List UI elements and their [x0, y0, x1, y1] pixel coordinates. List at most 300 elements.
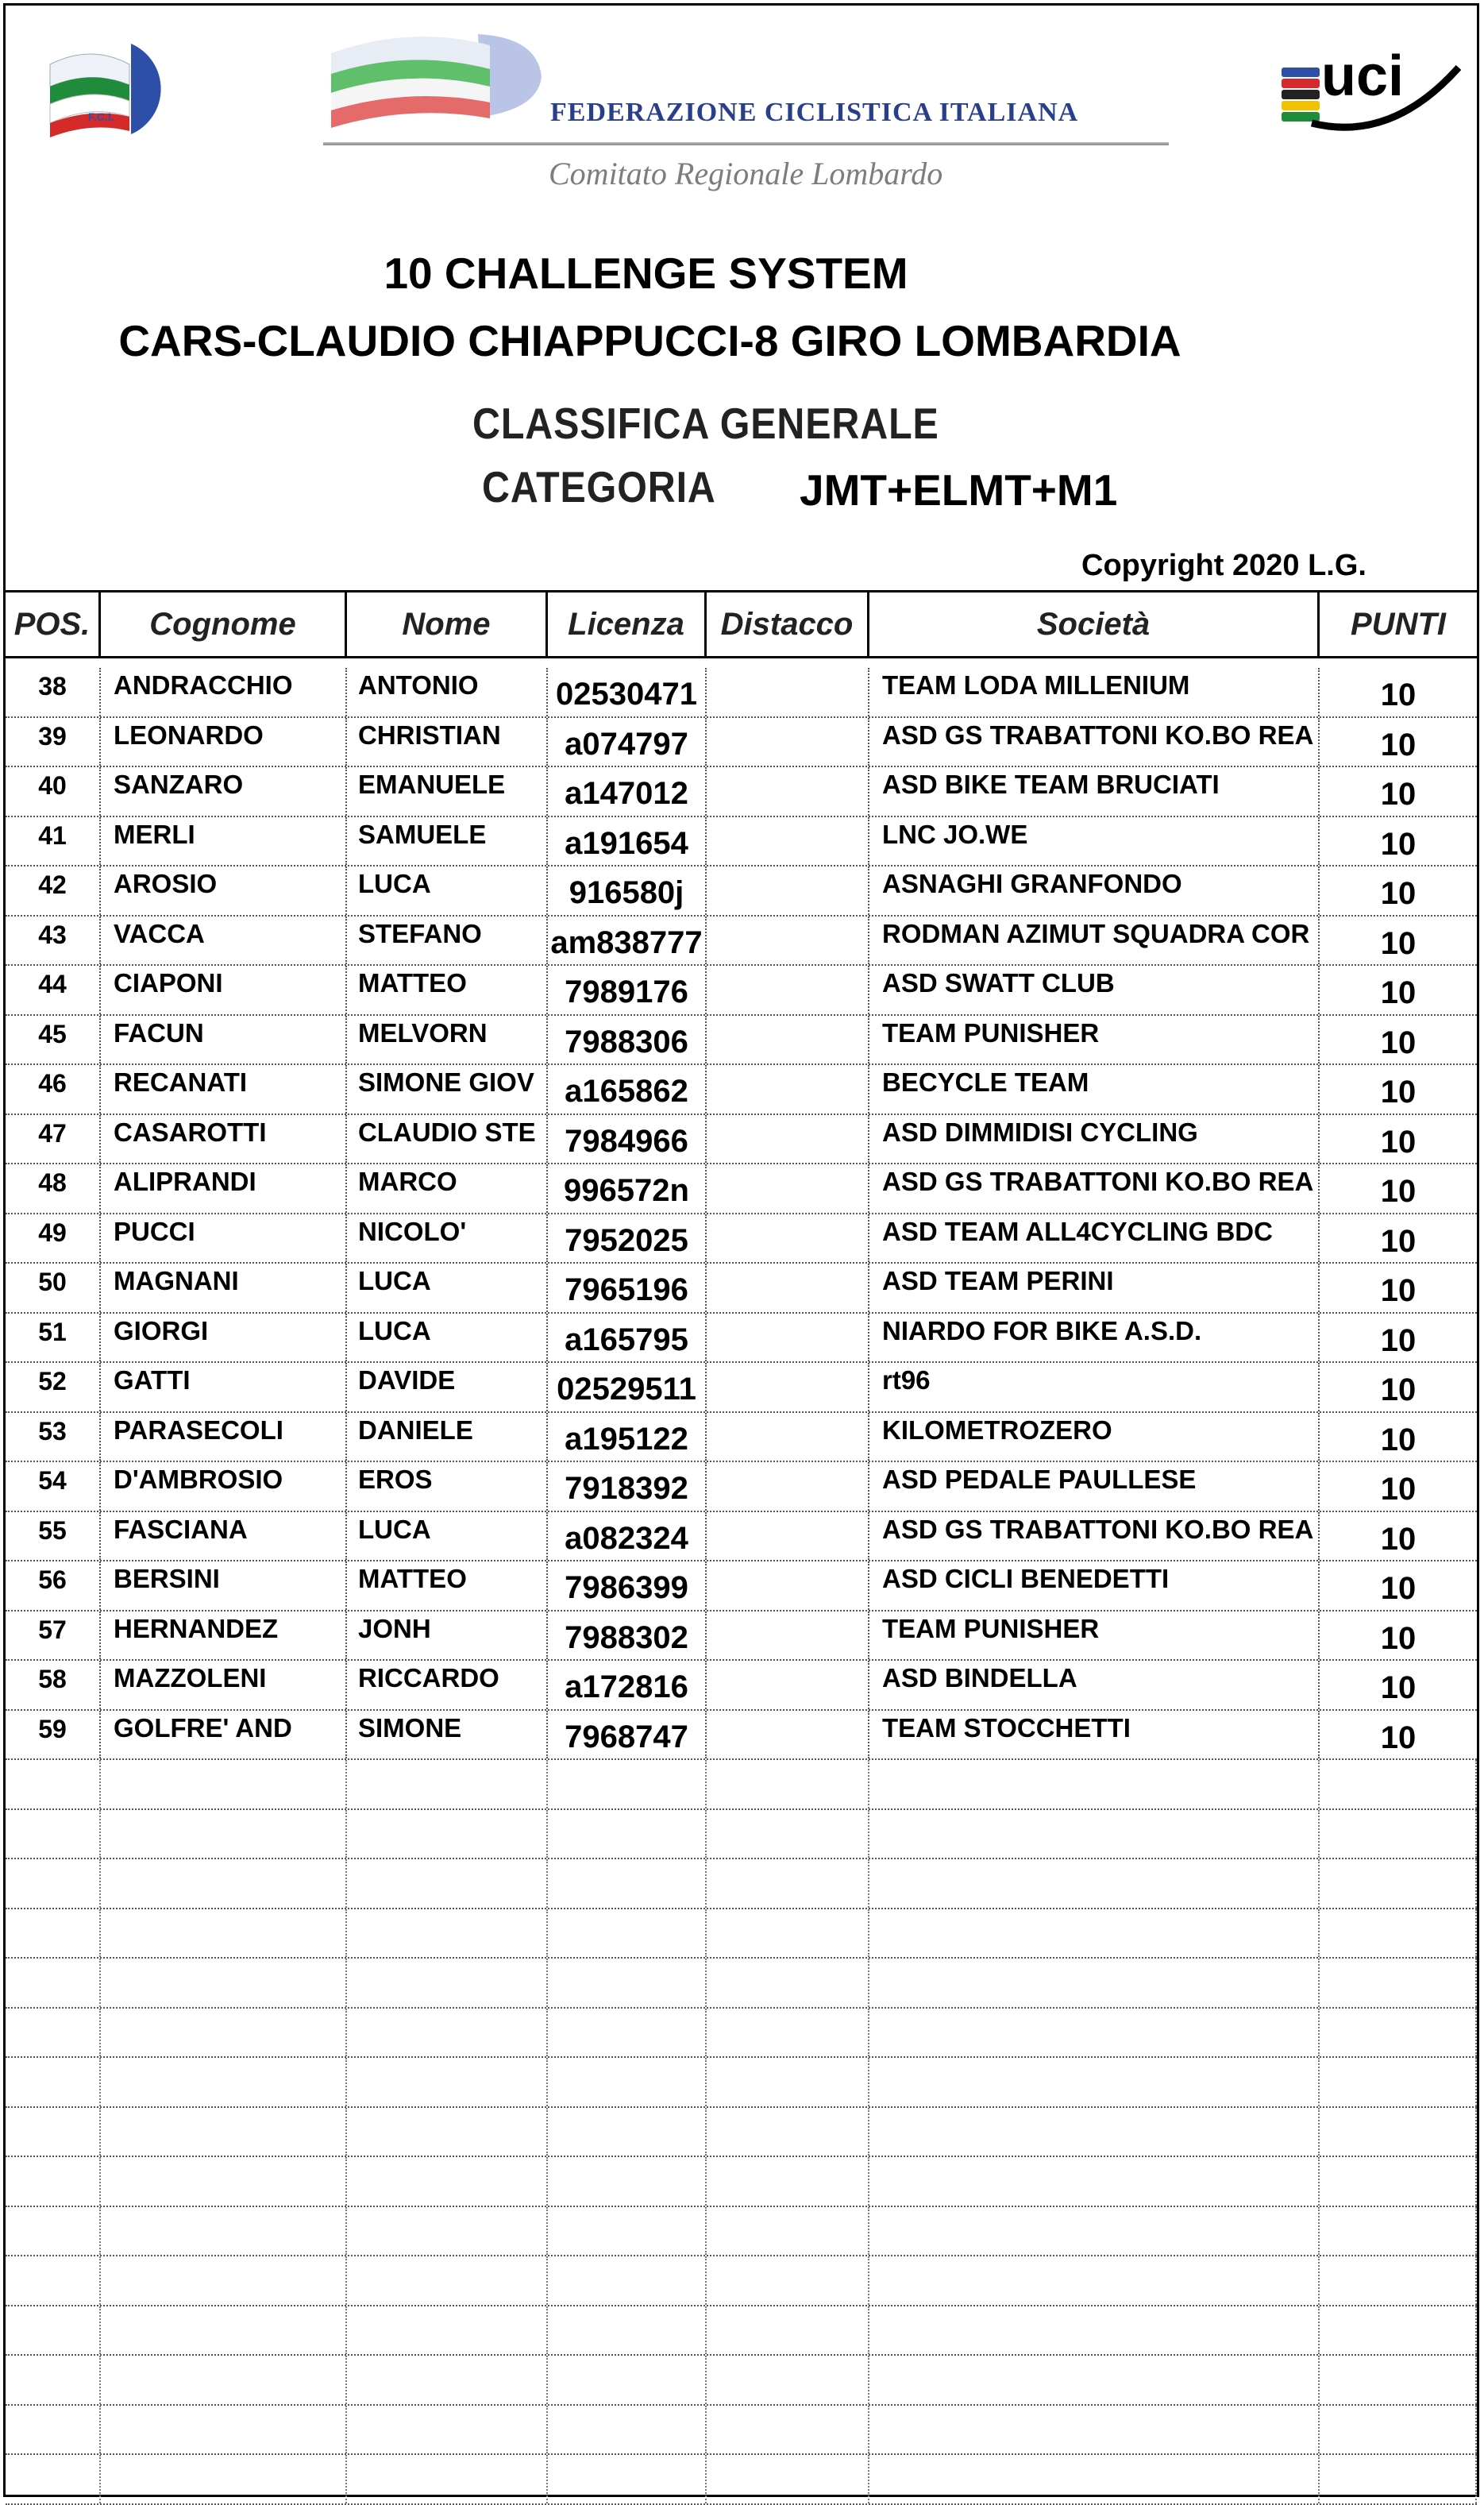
- cell-licenza: 7988306: [548, 1016, 707, 1064]
- empty-cell: [707, 2009, 869, 2057]
- cell-pos: 47: [6, 1115, 101, 1164]
- empty-table-row: [6, 2406, 1477, 2456]
- cell-nome: LUCA: [347, 867, 548, 915]
- cell-distacco: [707, 1711, 869, 1759]
- cell-punti: 10: [1380, 1720, 1417, 1755]
- cell-distacco: [707, 668, 869, 716]
- empty-cell: [869, 1859, 1320, 1908]
- table-row: [6, 1214, 1477, 1264]
- category-label: CATEGORIA: [482, 462, 716, 511]
- cell-punti: 10: [1380, 1124, 1417, 1160]
- empty-cell: [6, 2455, 101, 2503]
- cell-cognome: RECANATI: [101, 1065, 347, 1114]
- empty-cell: [6, 2356, 101, 2404]
- table-row: [6, 1561, 1477, 1611]
- empty-cell: [1320, 2157, 1477, 2206]
- empty-cell: [548, 2058, 707, 2106]
- empty-cell: [707, 2455, 869, 2503]
- empty-cell: [707, 2207, 869, 2256]
- empty-cell: [869, 1810, 1320, 1858]
- cell-societa: ASD BINDELLA: [869, 1661, 1320, 1709]
- committee-name: Comitato Regionale Lombardo: [549, 156, 943, 191]
- cell-punti: 10: [1380, 1322, 1417, 1358]
- table-row: [6, 817, 1477, 867]
- cell-licenza: 996572n: [548, 1164, 707, 1213]
- cell-pos: 38: [6, 668, 101, 716]
- cell-nome: DAVIDE: [347, 1363, 548, 1411]
- cell-licenza: a165795: [548, 1314, 707, 1362]
- empty-cell: [548, 2207, 707, 2256]
- cell-pos: 55: [6, 1512, 101, 1561]
- empty-cell: [347, 1760, 548, 1808]
- empty-cell: [6, 2108, 101, 2156]
- empty-cell: [101, 2356, 347, 2404]
- column-header-societa: Società: [869, 592, 1320, 656]
- column-header-pos: POS.: [6, 592, 101, 656]
- cell-societa: ASNAGHI GRANFONDO: [869, 867, 1320, 915]
- cell-nome: SAMUELE: [347, 817, 548, 866]
- empty-cell: [707, 2306, 869, 2355]
- cell-licenza: 7952025: [548, 1214, 707, 1263]
- cell-nome: DANIELE: [347, 1413, 548, 1461]
- cell-licenza: a082324: [548, 1512, 707, 1561]
- uci-logo: [1280, 36, 1471, 139]
- empty-cell: [101, 2406, 347, 2454]
- cell-cognome: PARASECOLI: [101, 1413, 347, 1461]
- empty-cell: [707, 2356, 869, 2404]
- results-table: [6, 590, 1477, 2505]
- cell-cognome: CASAROTTI: [101, 1115, 347, 1164]
- cell-societa: TEAM LODA MILLENIUM: [869, 668, 1320, 716]
- header-divider: [323, 142, 1169, 145]
- empty-cell: [869, 2306, 1320, 2355]
- cell-cognome: D'AMBROSIO: [101, 1462, 347, 1511]
- federation-logo: [323, 29, 553, 133]
- cell-distacco: [707, 1611, 869, 1660]
- cell-pos: 45: [6, 1016, 101, 1064]
- fci-logo: [36, 37, 214, 141]
- cell-nome: LUCA: [347, 1264, 548, 1312]
- empty-cell: [1320, 1760, 1477, 1808]
- cell-cognome: AROSIO: [101, 867, 347, 915]
- empty-table-row: [6, 2009, 1477, 2059]
- cell-distacco: [707, 1661, 869, 1709]
- cell-licenza: a074797: [548, 718, 707, 766]
- cell-cognome: FASCIANA: [101, 1512, 347, 1561]
- cell-distacco: [707, 718, 869, 766]
- cell-punti: 10: [1380, 1223, 1417, 1259]
- cell-distacco: [707, 1016, 869, 1064]
- cell-cognome: MERLI: [101, 817, 347, 866]
- cell-distacco: [707, 1065, 869, 1114]
- cell-cognome: FACUN: [101, 1016, 347, 1064]
- empty-cell: [707, 2157, 869, 2206]
- cell-licenza: a147012: [548, 767, 707, 816]
- empty-cell: [548, 2356, 707, 2404]
- cell-societa: LNC JO.WE: [869, 817, 1320, 866]
- cell-punti: 10: [1380, 1472, 1417, 1507]
- cell-pos: 49: [6, 1214, 101, 1263]
- empty-cell: [347, 2406, 548, 2454]
- empty-cell: [347, 2356, 548, 2404]
- cell-licenza: 02530471: [548, 668, 707, 716]
- empty-cell: [1320, 2455, 1477, 2503]
- table-row: [6, 1065, 1477, 1115]
- cell-distacco: [707, 1363, 869, 1411]
- cell-distacco: [707, 966, 869, 1014]
- ranking-title: CLASSIFICA GENERALE: [472, 399, 939, 448]
- empty-cell: [1320, 2058, 1477, 2106]
- empty-table-row: [6, 1760, 1477, 1810]
- empty-cell: [347, 1810, 548, 1858]
- cell-licenza: 02529511: [548, 1363, 707, 1411]
- cell-nome: LUCA: [347, 1512, 548, 1561]
- cell-nome: EMANUELE: [347, 767, 548, 816]
- empty-cell: [101, 1810, 347, 1858]
- empty-table-row: [6, 2306, 1477, 2356]
- cell-punti: 10: [1380, 1025, 1417, 1060]
- table-row: [6, 917, 1477, 967]
- cell-distacco: [707, 1512, 869, 1561]
- empty-cell: [1320, 2306, 1477, 2355]
- cell-societa: KILOMETROZERO: [869, 1413, 1320, 1461]
- cell-pos: 58: [6, 1661, 101, 1709]
- cell-nome: CLAUDIO STE: [347, 1115, 548, 1164]
- cell-societa: ASD TEAM PERINI: [869, 1264, 1320, 1312]
- cell-punti: 10: [1380, 777, 1417, 812]
- cell-licenza: 7989176: [548, 966, 707, 1014]
- empty-table-row: [6, 1959, 1477, 2009]
- cell-punti: 10: [1380, 975, 1417, 1010]
- empty-cell: [548, 1810, 707, 1858]
- empty-cell: [869, 2108, 1320, 2156]
- empty-table-row: [6, 2058, 1477, 2108]
- empty-cell: [1320, 2356, 1477, 2404]
- empty-cell: [548, 2306, 707, 2355]
- empty-cell: [347, 2455, 548, 2503]
- cell-nome: JONH: [347, 1611, 548, 1660]
- empty-cell: [101, 1859, 347, 1908]
- empty-cell: [101, 2207, 347, 2256]
- empty-cell: [707, 2108, 869, 2156]
- table-row: [6, 1314, 1477, 1364]
- cell-pos: 59: [6, 1711, 101, 1759]
- cell-distacco: [707, 1164, 869, 1213]
- empty-cell: [6, 1859, 101, 1908]
- empty-cell: [347, 2108, 548, 2156]
- cell-punti: 10: [1380, 1422, 1417, 1457]
- empty-cell: [869, 1760, 1320, 1808]
- event-title: CARS-CLAUDIO CHIAPPUCCI-8 GIRO LOMBARDIA: [118, 316, 1181, 365]
- cell-cognome: SANZARO: [101, 767, 347, 816]
- cell-punti: 10: [1380, 1670, 1417, 1705]
- table-row: [6, 718, 1477, 768]
- empty-cell: [347, 2009, 548, 2057]
- cell-nome: MELVORN: [347, 1016, 548, 1064]
- cell-nome: CHRISTIAN: [347, 718, 548, 766]
- empty-cell: [101, 2009, 347, 2057]
- cell-pos: 53: [6, 1413, 101, 1461]
- cell-societa: ASD SWATT CLUB: [869, 966, 1320, 1014]
- empty-cell: [869, 2356, 1320, 2404]
- cell-pos: 43: [6, 917, 101, 965]
- empty-cell: [101, 1959, 347, 2007]
- cell-pos: 42: [6, 867, 101, 915]
- result-sheet: [3, 3, 1479, 2497]
- empty-cell: [548, 2157, 707, 2206]
- cell-cognome: LEONARDO: [101, 718, 347, 766]
- empty-cell: [6, 2009, 101, 2057]
- cell-punti: 10: [1380, 677, 1417, 712]
- empty-cell: [6, 2058, 101, 2106]
- empty-table-row: [6, 2455, 1477, 2505]
- cell-pos: 57: [6, 1611, 101, 1660]
- table-row: [6, 1016, 1477, 1066]
- cell-pos: 51: [6, 1314, 101, 1362]
- cell-nome: EROS: [347, 1462, 548, 1511]
- cell-licenza: a195122: [548, 1413, 707, 1461]
- empty-cell: [6, 2157, 101, 2206]
- empty-cell: [548, 2455, 707, 2503]
- cell-nome: SIMONE GIOV: [347, 1065, 548, 1114]
- cell-cognome: HERNANDEZ: [101, 1611, 347, 1660]
- empty-cell: [101, 1760, 347, 1808]
- cell-nome: SIMONE: [347, 1711, 548, 1759]
- empty-cell: [347, 2256, 548, 2305]
- empty-cell: [707, 1810, 869, 1858]
- cell-societa: NIARDO FOR BIKE A.S.D.: [869, 1314, 1320, 1362]
- table-header-row: [6, 590, 1477, 658]
- cell-societa: ASD DIMMIDISI CYCLING: [869, 1115, 1320, 1164]
- table-row: [6, 1115, 1477, 1165]
- cell-pos: 41: [6, 817, 101, 866]
- empty-cell: [1320, 1859, 1477, 1908]
- cell-licenza: 7988302: [548, 1611, 707, 1660]
- empty-cell: [869, 2058, 1320, 2106]
- cell-distacco: [707, 1561, 869, 1610]
- cell-licenza: 7986399: [548, 1561, 707, 1610]
- empty-cell: [347, 2058, 548, 2106]
- uci-logo-text: uci: [1321, 44, 1405, 108]
- empty-cell: [548, 1760, 707, 1808]
- table-row: [6, 1413, 1477, 1463]
- empty-cell: [1320, 2256, 1477, 2305]
- table-row: [6, 1512, 1477, 1562]
- cell-societa: ASD GS TRABATTONI KO.BO REA: [869, 1512, 1320, 1561]
- table-row: [6, 966, 1477, 1016]
- cell-cognome: PUCCI: [101, 1214, 347, 1263]
- cell-societa: ASD BIKE TEAM BRUCIATI: [869, 767, 1320, 816]
- cell-distacco: [707, 1214, 869, 1263]
- empty-cell: [6, 1760, 101, 1808]
- empty-cell: [548, 2009, 707, 2057]
- empty-cell: [707, 1859, 869, 1908]
- empty-cell: [1320, 1909, 1477, 1958]
- empty-cell: [347, 2207, 548, 2256]
- empty-cell: [548, 2406, 707, 2454]
- cell-distacco: [707, 1314, 869, 1362]
- empty-cell: [101, 1909, 347, 1958]
- cell-societa: TEAM PUNISHER: [869, 1016, 1320, 1064]
- empty-cell: [869, 2406, 1320, 2454]
- cell-nome: MATTEO: [347, 966, 548, 1014]
- empty-cell: [869, 2256, 1320, 2305]
- cell-licenza: 7965196: [548, 1264, 707, 1312]
- cell-punti: 10: [1380, 925, 1417, 961]
- empty-table-row: [6, 1909, 1477, 1959]
- cell-distacco: [707, 1413, 869, 1461]
- cell-distacco: [707, 817, 869, 866]
- empty-cell: [101, 2157, 347, 2206]
- empty-cell: [548, 1959, 707, 2007]
- table-row: [6, 1264, 1477, 1314]
- cell-nome: NICOLO': [347, 1214, 548, 1263]
- empty-cell: [347, 1959, 548, 2007]
- cell-pos: 44: [6, 966, 101, 1014]
- table-body: [6, 668, 1477, 2505]
- empty-cell: [347, 1859, 548, 1908]
- table-row: [6, 1363, 1477, 1413]
- empty-cell: [6, 1959, 101, 2007]
- copyright-note: Copyright 2020 L.G.: [1081, 549, 1366, 582]
- cell-societa: rt96: [869, 1363, 1320, 1411]
- cell-licenza: a191654: [548, 817, 707, 866]
- empty-cell: [6, 2207, 101, 2256]
- cell-punti: 10: [1380, 1521, 1417, 1557]
- cell-societa: ASD TEAM ALL4CYCLING BDC: [869, 1214, 1320, 1263]
- cell-societa: ASD PEDALE PAULLESE: [869, 1462, 1320, 1511]
- empty-cell: [347, 1909, 548, 1958]
- cell-pos: 54: [6, 1462, 101, 1511]
- empty-cell: [707, 2058, 869, 2106]
- cell-punti: 10: [1380, 1174, 1417, 1209]
- cell-societa: ASD GS TRABATTONI KO.BO REA: [869, 1164, 1320, 1213]
- cell-societa: RODMAN AZIMUT SQUADRA COR: [869, 917, 1320, 965]
- empty-cell: [1320, 2207, 1477, 2256]
- empty-cell: [101, 2455, 347, 2503]
- empty-cell: [869, 2157, 1320, 2206]
- empty-cell: [6, 1810, 101, 1858]
- cell-pos: 48: [6, 1164, 101, 1213]
- cell-punti: 10: [1380, 1273, 1417, 1308]
- empty-table-row: [6, 2157, 1477, 2207]
- column-header-cognome: Cognome: [101, 592, 347, 656]
- empty-cell: [1320, 2108, 1477, 2156]
- federation-name: FEDERAZIONE CICLISTICA ITALIANA: [550, 98, 1079, 127]
- empty-cell: [6, 1909, 101, 1958]
- empty-table-row: [6, 2356, 1477, 2406]
- cell-societa: ASD CICLI BENEDETTI: [869, 1561, 1320, 1610]
- cell-societa: TEAM PUNISHER: [869, 1611, 1320, 1660]
- cell-punti: 10: [1380, 826, 1417, 862]
- cell-cognome: VACCA: [101, 917, 347, 965]
- empty-cell: [347, 2306, 548, 2355]
- empty-cell: [6, 2256, 101, 2305]
- empty-cell: [869, 2009, 1320, 2057]
- table-row: [6, 1711, 1477, 1761]
- column-header-distacco: Distacco: [707, 592, 869, 656]
- cell-distacco: [707, 767, 869, 816]
- cell-distacco: [707, 867, 869, 915]
- cell-nome: LUCA: [347, 1314, 548, 1362]
- cell-punti: 10: [1380, 876, 1417, 911]
- empty-table-row: [6, 2108, 1477, 2158]
- empty-cell: [548, 2256, 707, 2305]
- cell-pos: 56: [6, 1561, 101, 1610]
- cell-cognome: ANDRACCHIO: [101, 668, 347, 716]
- table-row: [6, 1164, 1477, 1214]
- cell-licenza: 7984966: [548, 1115, 707, 1164]
- cell-licenza: 7918392: [548, 1462, 707, 1511]
- empty-cell: [869, 1959, 1320, 2007]
- cell-pos: 39: [6, 718, 101, 766]
- empty-cell: [548, 1909, 707, 1958]
- cell-nome: MATTEO: [347, 1561, 548, 1610]
- empty-cell: [707, 2406, 869, 2454]
- empty-table-row: [6, 2256, 1477, 2306]
- empty-cell: [101, 2108, 347, 2156]
- cell-licenza: am838777: [548, 917, 707, 965]
- cell-punti: 10: [1380, 1372, 1417, 1407]
- empty-cell: [869, 2455, 1320, 2503]
- cell-cognome: CIAPONI: [101, 966, 347, 1014]
- empty-cell: [6, 2406, 101, 2454]
- empty-cell: [6, 2306, 101, 2355]
- cell-distacco: [707, 1462, 869, 1511]
- empty-cell: [101, 2058, 347, 2106]
- table-row: [6, 1611, 1477, 1662]
- cell-pos: 52: [6, 1363, 101, 1411]
- cell-punti: 10: [1380, 727, 1417, 762]
- empty-cell: [869, 2207, 1320, 2256]
- empty-cell: [347, 2157, 548, 2206]
- table-row: [6, 1661, 1477, 1711]
- empty-cell: [707, 1959, 869, 2007]
- cell-pos: 40: [6, 767, 101, 816]
- empty-cell: [707, 1760, 869, 1808]
- column-header-nome: Nome: [347, 592, 548, 656]
- cell-cognome: MAGNANI: [101, 1264, 347, 1312]
- cell-pos: 50: [6, 1264, 101, 1312]
- empty-cell: [101, 2306, 347, 2355]
- empty-cell: [548, 2108, 707, 2156]
- table-row: [6, 867, 1477, 917]
- cell-licenza: 916580j: [548, 867, 707, 915]
- cell-societa: ASD GS TRABATTONI KO.BO REA: [869, 718, 1320, 766]
- empty-cell: [1320, 2009, 1477, 2057]
- category-value: JMT+ELMT+M1: [800, 465, 1118, 515]
- empty-table-row: [6, 2207, 1477, 2257]
- column-header-licenza: Licenza: [548, 592, 707, 656]
- table-row: [6, 767, 1477, 817]
- empty-cell: [869, 1909, 1320, 1958]
- cell-punti: 10: [1380, 1571, 1417, 1606]
- cell-nome: ANTONIO: [347, 668, 548, 716]
- cell-punti: 10: [1380, 1075, 1417, 1110]
- cell-cognome: GATTI: [101, 1363, 347, 1411]
- cell-licenza: 7968747: [548, 1711, 707, 1759]
- empty-cell: [1320, 1810, 1477, 1858]
- cell-distacco: [707, 1264, 869, 1312]
- empty-cell: [101, 2256, 347, 2305]
- empty-cell: [707, 1909, 869, 1958]
- table-row: [6, 1462, 1477, 1512]
- cell-licenza: a165862: [548, 1065, 707, 1114]
- cell-societa: TEAM STOCCHETTI: [869, 1711, 1320, 1759]
- column-header-punti: PUNTI: [1351, 607, 1446, 642]
- cell-distacco: [707, 917, 869, 965]
- empty-table-row: [6, 1859, 1477, 1909]
